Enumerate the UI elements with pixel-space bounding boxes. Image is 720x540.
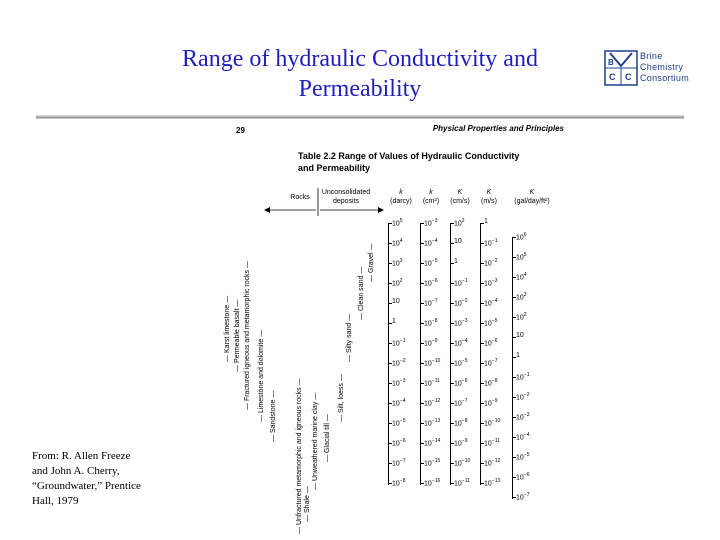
scale-tick-label: $10^{-8}$	[424, 318, 438, 328]
scale-tick-label: $10^4$	[392, 238, 403, 248]
scale-tick-label: $10^5$	[392, 218, 403, 228]
scale-tick-label: $10^{-9}$	[454, 438, 468, 448]
scale-tick-mark	[388, 363, 392, 364]
scale-tick-mark	[420, 283, 424, 284]
scale-tick-label: $10^{-12}$	[484, 458, 501, 468]
unconsolidated-header-line1: Unconsolidated	[321, 189, 371, 196]
scale-tick-label: $10^{-9}$	[484, 398, 498, 408]
col-symbol-gal: K	[529, 189, 535, 196]
scale-tick-mark	[512, 377, 516, 378]
col-header-darcy	[386, 188, 416, 206]
scale-tick-mark	[480, 403, 484, 404]
table-title-line1: Table 2.2 Range of Values of Hydraulic Conductivity	[298, 151, 520, 161]
scale-tick-mark	[450, 343, 454, 344]
rock-type-label: — Unfractured metamorphic and igneous rocks —	[296, 378, 303, 534]
scale-tick-label: $10^2$	[392, 278, 403, 288]
scale-tick-mark	[480, 363, 484, 364]
scale-tick-mark	[420, 343, 424, 344]
header-arrows	[260, 186, 390, 218]
brine-chemistry-consortium-logo	[604, 50, 714, 86]
scale-tick-mark	[512, 457, 516, 458]
scale-tick-label: $10^{-3}$	[484, 278, 498, 288]
rock-type-label: — Karst limestone —	[224, 295, 231, 362]
deposit-type-label: — Unweathered marine clay —	[312, 392, 319, 490]
col-unit-cm2: (cm²)	[422, 198, 440, 205]
rock-type-label: — Shale —	[304, 486, 311, 522]
rock-type-label: — Fractured igneous and metamorphic rocks —	[244, 260, 251, 410]
scale-tick-label: $10^{-9}$	[424, 338, 438, 348]
scale-tick-label: $10^{-5}$	[424, 258, 438, 268]
scale-tick-label: $10^5$	[516, 252, 527, 262]
scale-tick-label: 10	[454, 238, 462, 245]
scale-tick-mark	[512, 337, 516, 338]
scale-tick-mark	[420, 243, 424, 244]
scale-tick-mark	[450, 443, 454, 444]
scale-tick-mark	[480, 283, 484, 284]
scale-tick-label: $10^{-7}$	[424, 298, 438, 308]
scale-tick-mark	[480, 343, 484, 344]
book-running-head: Physical Properties and Principles	[432, 124, 564, 133]
scale-tick-mark	[388, 303, 392, 304]
scale-tick-label: 1	[454, 258, 458, 265]
scale-tick-mark	[512, 417, 516, 418]
scale-tick-label: $10^{-1}$	[392, 338, 406, 348]
scale-tick-label: $10^{-7}$	[516, 492, 530, 502]
scale-tick-label: 1	[516, 352, 520, 359]
scale-tick-label: $10^{-10}$	[424, 358, 441, 368]
scale-tick-label: $10^{-3}$	[392, 378, 406, 388]
scale-tick-mark	[480, 263, 484, 264]
source-citation	[32, 449, 162, 509]
scale-tick-label: $10^{-8}$	[392, 478, 406, 488]
rocks-header: Rocks	[290, 194, 310, 201]
col-header-cms	[444, 188, 476, 206]
scale-tick-mark	[480, 423, 484, 424]
scale-tick-label: $10^{-12}$	[424, 398, 441, 408]
scale-tick-label: $10^{-13}$	[424, 418, 441, 428]
scale-tick-mark	[512, 357, 516, 358]
scale-tick-label: $10^{-1}$	[484, 238, 498, 248]
scanned-table-figure	[200, 122, 570, 540]
scale-tick-label: $10^{-2}$	[516, 392, 530, 402]
book-page-number: 29	[236, 126, 245, 135]
scale-tick-label: $10^{-4}$	[484, 298, 498, 308]
scale-tick-label: $10^{-4}$	[454, 338, 468, 348]
unconsolidated-header-line2: deposits	[332, 198, 360, 205]
citation-line-4: Hall, 1979	[32, 495, 79, 507]
scale-tick-label: 10	[392, 298, 400, 305]
slide-title-line1: Range of hydraulic Conductivity and	[182, 46, 538, 72]
table-title-line2: and Permeability	[298, 163, 371, 173]
scale-tick-label: $10^{-5}$	[392, 418, 406, 428]
scale-tick-label: $10^{-13}$	[484, 478, 501, 488]
scale-tick-mark	[420, 383, 424, 384]
scale-tick-label: $10^{-8}$	[484, 378, 498, 388]
citation-line-2: and John A. Cherry,	[32, 465, 120, 477]
col-header-ms	[474, 188, 504, 206]
col-symbol-cms: K	[457, 189, 463, 196]
scale-tick-mark	[388, 343, 392, 344]
scale-tick-mark	[450, 283, 454, 284]
citation-line-1: From: R. Allen Freeze	[32, 450, 131, 462]
scale-tick-mark	[420, 443, 424, 444]
scale-tick-mark	[512, 277, 516, 278]
scale-tick-label: $10^{-1}$	[454, 278, 468, 288]
scale-tick-mark	[388, 283, 392, 284]
logo-letter-c1: C	[609, 72, 616, 82]
scale-tick-mark	[388, 483, 392, 484]
scale-tick-mark	[420, 363, 424, 364]
scale-tick-mark	[388, 243, 392, 244]
scale-tick-mark	[388, 323, 392, 324]
logo-line-chemistry: Chemistry	[640, 62, 684, 72]
scale-tick-mark	[450, 243, 454, 244]
scale-tick-label: $10^2$	[516, 312, 527, 322]
scale-tick-mark	[388, 463, 392, 464]
scale-tick-mark	[450, 223, 454, 224]
scale-tick-label: $10^6$	[516, 232, 527, 242]
scale-tick-label: $10^{-4}$	[516, 432, 530, 442]
scale-tick-mark	[388, 383, 392, 384]
scale-tick-label: $10^3$	[516, 292, 527, 302]
scale-tick-mark	[480, 223, 484, 224]
col-unit-darcy: (darcy)	[390, 198, 412, 205]
scale-tick-label: $10^{-15}$	[424, 458, 441, 468]
scale-tick-mark	[480, 243, 484, 244]
scale-tick-label: $10^{-14}$	[424, 438, 441, 448]
col-symbol-darcy: k	[399, 189, 403, 196]
logo-text	[640, 51, 689, 84]
scale-tick-mark	[450, 383, 454, 384]
rock-type-label: — Limestone and dolomite —	[258, 329, 265, 422]
scale-tick-mark	[512, 237, 516, 238]
scale-tick-label: $10^{-7}$	[454, 398, 468, 408]
scale-tick-label: $10^{-4}$	[392, 398, 406, 408]
scale-tick-mark	[420, 263, 424, 264]
scale-tick-mark	[512, 317, 516, 318]
scale-tick-label: $10^{-2}$	[392, 358, 406, 368]
scale-tick-label: $10^{-3}$	[454, 318, 468, 328]
col-unit-cms: (cm/s)	[450, 198, 470, 205]
scale-tick-label: $10^{-4}$	[424, 238, 438, 248]
scale-tick-mark	[512, 497, 516, 498]
scale-tick-label: $10^{-5}$	[516, 452, 530, 462]
col-header-gal	[502, 188, 562, 206]
scale-tick-mark	[420, 223, 424, 224]
scale-tick-label: $10^{-7}$	[484, 358, 498, 368]
scale-tick-mark	[420, 403, 424, 404]
scale-tick-label: $10^{-6}$	[454, 378, 468, 388]
scale-tick-mark	[388, 403, 392, 404]
scale-tick-mark	[450, 483, 454, 484]
deposit-type-label: — Gravel —	[368, 243, 375, 282]
scale-tick-mark	[450, 363, 454, 364]
logo-line-consortium: Consortium	[640, 73, 690, 83]
scale-tick-label: $10^{-11}$	[484, 438, 500, 448]
scale-tick-mark	[450, 263, 454, 264]
scale-tick-label: $10^{-3}$	[424, 218, 438, 228]
scale-tick-label: $10^4$	[516, 272, 527, 282]
scale-tick-label: $10^{-5}$	[484, 318, 498, 328]
scale-tick-label: $10^2$	[454, 218, 465, 228]
scale-tick-mark	[420, 323, 424, 324]
scale-tick-label: 1	[484, 218, 488, 225]
scale-tick-label: $10^{-6}$	[484, 338, 498, 348]
col-unit-gal: (gal/day/ft²)	[514, 198, 550, 205]
scale-tick-mark	[388, 223, 392, 224]
scale-tick-mark	[512, 477, 516, 478]
scale-tick-mark	[512, 437, 516, 438]
scale-tick-mark	[480, 483, 484, 484]
scale-tick-mark	[420, 303, 424, 304]
citation-line-3: “Groundwater,” Prentice	[32, 480, 141, 492]
scale-tick-label: 10	[516, 332, 524, 339]
table-title	[298, 150, 519, 174]
rock-type-label: — Sandstone —	[270, 390, 277, 442]
scale-tick-mark	[450, 423, 454, 424]
scale-tick-mark	[420, 423, 424, 424]
scale-tick-label: $10^{-16}$	[424, 478, 441, 488]
scale-tick-label: $10^{-6}$	[392, 438, 406, 448]
deposit-type-label: — Silt, loess —	[338, 374, 345, 422]
scale-tick-label: $10^{-8}$	[454, 418, 468, 428]
scale-tick-label: $10^{-5}$	[454, 358, 468, 368]
scale-tick-mark	[480, 383, 484, 384]
scale-tick-label: $10^{-6}$	[424, 278, 438, 288]
col-header-cm2	[416, 188, 446, 206]
title-divider	[36, 115, 684, 119]
scale-tick-label: $10^3$	[392, 258, 403, 268]
deposit-type-label: — Glacial till —	[324, 414, 331, 462]
scale-tick-mark	[480, 303, 484, 304]
scale-tick-label: $10^{-11}$	[454, 478, 470, 488]
logo-letter-c2: C	[625, 72, 632, 82]
scale-tick-mark	[450, 323, 454, 324]
scale-tick-label: 1	[392, 318, 396, 325]
scale-tick-mark	[480, 443, 484, 444]
scale-tick-mark	[388, 263, 392, 264]
scale-tick-mark	[512, 297, 516, 298]
rock-type-label: — Permeable basalt —	[234, 299, 241, 372]
scale-tick-mark	[512, 257, 516, 258]
logo-letter-b: B	[608, 58, 614, 67]
col-symbol-cm2: k	[429, 189, 433, 196]
scale-tick-mark	[480, 323, 484, 324]
slide-title-line2: Permeability	[298, 76, 422, 102]
scale-tick-mark	[450, 463, 454, 464]
scale-tick-label: $10^{-7}$	[392, 458, 406, 468]
scale-tick-label: $10^{-10}$	[454, 458, 471, 468]
scale-tick-label: $10^{-6}$	[516, 472, 530, 482]
scale-tick-label: $10^{-11}$	[424, 378, 440, 388]
scale-tick-mark	[420, 483, 424, 484]
col-unit-ms: (m/s)	[481, 198, 497, 205]
slide-title	[120, 44, 600, 104]
scale-tick-mark	[512, 397, 516, 398]
scale-tick-label: $10^{-1}$	[516, 372, 530, 382]
scale-tick-label: $10^{-3}$	[516, 412, 530, 422]
scale-tick-mark	[450, 403, 454, 404]
col-symbol-ms: K	[486, 189, 492, 196]
scale-tick-label: $10^{-2}$	[454, 298, 468, 308]
scale-tick-mark	[388, 423, 392, 424]
scale-tick-label: $10^{-10}$	[484, 418, 501, 428]
scale-tick-mark	[388, 443, 392, 444]
scale-tick-mark	[420, 463, 424, 464]
deposit-type-label: — Clean sand —	[358, 266, 365, 320]
logo-line-brine: Brine	[640, 51, 663, 61]
scale-tick-mark	[480, 463, 484, 464]
scale-tick-mark	[450, 303, 454, 304]
deposit-type-label: — Silty sand —	[346, 313, 353, 362]
logo-mark-icon	[604, 50, 638, 86]
scale-tick-label: $10^{-2}$	[484, 258, 498, 268]
